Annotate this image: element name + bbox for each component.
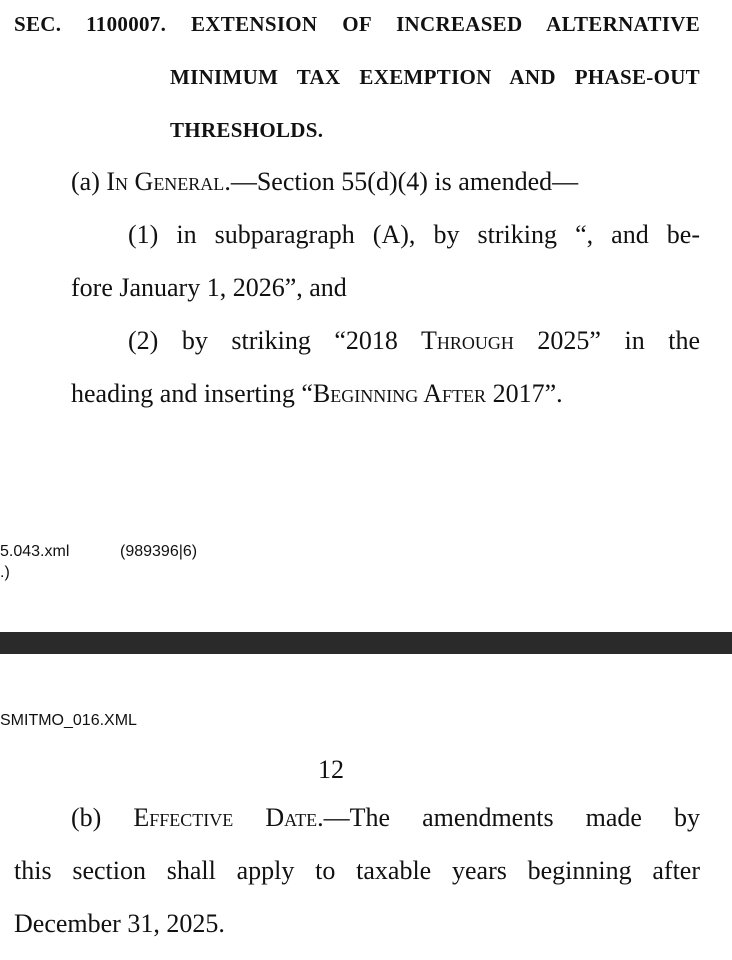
page-number: 12 [318, 755, 344, 784]
footer-filename: 5.043.xml [0, 543, 70, 560]
section-heading-line2: MINIMUM TAX EXEMPTION AND PHASE-OUT [170, 65, 700, 89]
subsection-a-line: (a) In General.—Section 55(d)(4) is amended— [71, 167, 579, 196]
subsection-b-line3: December 31, 2025. [14, 909, 225, 938]
footer-fragment: .) [0, 564, 10, 581]
paragraph-2-line2: heading and inserting “Beginning After 2017”. [71, 379, 563, 408]
section-heading-line3: THRESHOLDS. [170, 118, 324, 142]
subsection-a-caption: In General.— [106, 167, 257, 196]
next-page-filename: SMITMO_016.XML [0, 712, 137, 729]
subsection-b-caption: Effective Date.— [133, 803, 350, 832]
paragraph-2-line1: (2) by striking “2018 Through 2025” in the [128, 326, 700, 355]
footer-docnum: (989396|6) [120, 543, 198, 560]
subsection-b-line2: this section shall apply to taxable years beginning after [14, 856, 700, 885]
paragraph-1-line1: (1) in subparagraph (A), by striking “, and be- [128, 220, 700, 249]
subsection-b-line1: (b) Effective Date.—The amendments made by [71, 803, 700, 832]
page-divider [0, 632, 732, 654]
section-heading-line1: SEC. 1100007. EXTENSION OF INCREASED ALTERNATIVE [14, 12, 700, 36]
paragraph-1-line2: fore January 1, 2026”, and [71, 273, 347, 302]
